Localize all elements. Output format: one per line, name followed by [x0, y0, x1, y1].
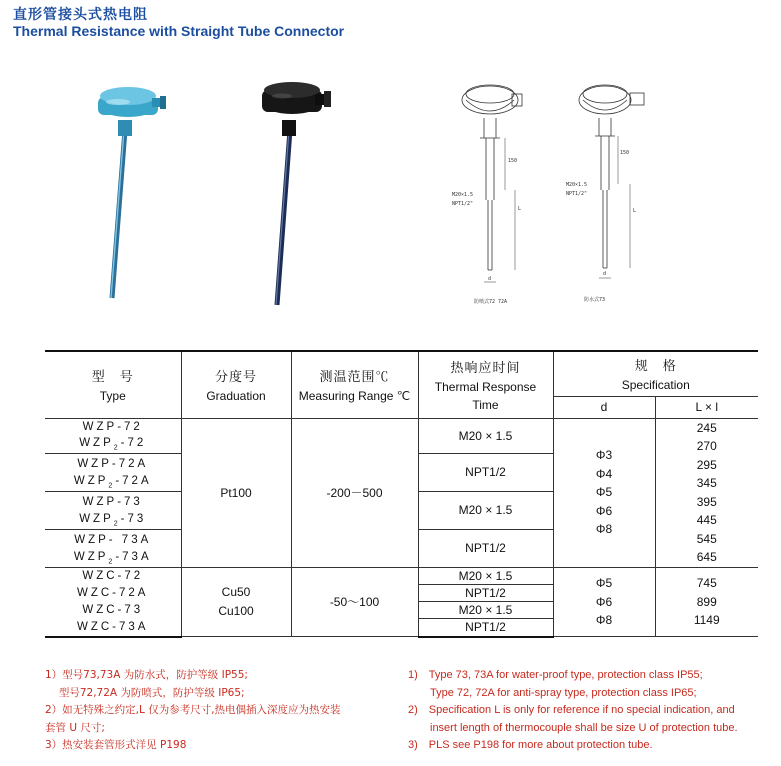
note-cn-1: 1）型号73,73A 为防水式，防护等级 IP55; — [45, 669, 248, 681]
type-wzc-73: WZC-73 — [45, 602, 181, 619]
type-wzp2-73a: $WZP_2-73A$ — [45, 550, 181, 568]
header-spec: 规 格 Specification — [553, 351, 758, 396]
d-list-wzp: Φ3 Φ4 Φ5 Φ6 Φ8 — [553, 418, 655, 567]
type-wzc-72: WZC-72 — [45, 567, 181, 585]
note-cn-3: 3）热安装套管形式洋见 P198 — [45, 739, 187, 751]
l-list-wzp: 245 270 295 345 395 445 545 645 — [655, 418, 758, 567]
blue-sensor-photo — [98, 87, 166, 298]
caption-left: 防喷式72 72A — [474, 299, 508, 305]
d-list-wzc: Φ5 Φ6 Φ8 — [553, 567, 655, 637]
note-en-2: 2) Specification L is only for reference if no special indication, and — [408, 704, 735, 716]
type-wzp-72a: WZP-72A — [45, 453, 181, 474]
type-wzp-73: WZP-73 — [45, 491, 181, 512]
connector-wzc-4: NPT1/2 — [418, 619, 553, 637]
caption-right: 防水式73 — [584, 297, 606, 303]
dim-L-right: L — [633, 208, 637, 214]
drawing-72 — [462, 85, 522, 282]
notes-english — [408, 667, 738, 755]
header-range: 测温范围℃ Measuring Range ℃ — [291, 351, 418, 418]
type-wzp2-72a: $WZP_2-72A$ — [45, 474, 181, 492]
dim-L-left: L — [518, 206, 522, 212]
type-wzc-73a: WZC-73A — [45, 619, 181, 637]
note-en-2b: insert length of thermocouple shall be size U of protection tube. — [408, 721, 738, 734]
black-sensor-photo — [262, 82, 331, 305]
connector-wzc-1: M20 × 1.5 — [418, 567, 553, 585]
note-en-1: 1) Type 73, 73A for water-proof type, protection class IP55; — [408, 669, 703, 681]
connector-wzc-3: M20 × 1.5 — [418, 602, 553, 619]
connector-wzp-4: NPT1/2 — [418, 529, 553, 567]
type-wzp2-73: $WZP_2-73$ — [45, 512, 181, 530]
connector-wzp-1: M20 × 1.5 — [418, 418, 553, 453]
range-wzc: -50～100 — [291, 567, 418, 637]
notes-chinese — [45, 667, 341, 755]
spec-table — [45, 350, 758, 638]
thread-label-left-1: M20×1.5 — [452, 192, 474, 198]
thread-label-left-2: NPT1/2" — [452, 201, 474, 207]
range-wzp: -200－500 — [291, 418, 418, 567]
product-images — [0, 60, 781, 320]
dim-d-left: d — [488, 276, 492, 282]
dim-150-right: 150 — [620, 150, 630, 156]
l-list-wzc: 745 899 1149 — [655, 567, 758, 637]
connector-wzp-3: M20 × 1.5 — [418, 491, 553, 529]
type-wzp-73a: WZP- 73A — [45, 529, 181, 550]
note-en-1b: Type 72, 72A for anti-spray type, protection class IP65; — [408, 686, 697, 699]
header-type: 型 号 Type — [45, 351, 181, 418]
dim-150-left: 150 — [508, 158, 518, 164]
drawing-73 — [579, 85, 644, 278]
note-cn-2b: 套管 U 尺寸; — [45, 721, 105, 734]
header-response: 热响应时间 Thermal Response Time — [418, 351, 553, 418]
thread-label-right-1: M20×1.5 — [566, 182, 588, 188]
connector-wzp-2: NPT1/2 — [418, 453, 553, 491]
note-en-3: 3) PLS see P198 for more about protection tube. — [408, 739, 653, 751]
header-d: d — [553, 396, 655, 418]
note-cn-2: 2）如无特殊之约定,L 仅为参考尺寸,热电偶插入深度应为热安装 — [45, 704, 341, 716]
title-chinese: 直形管接头式热电阻 — [13, 7, 148, 23]
header-graduation: 分度号 Graduation — [181, 351, 291, 418]
note-cn-1b: 型号72,72A 为防喷式，防护等级 IP65; — [45, 686, 245, 699]
graduation-cu: Cu50 Cu100 — [181, 567, 291, 637]
graduation-pt100: Pt100 — [181, 418, 291, 567]
type-wzc-72a: WZC-72A — [45, 585, 181, 602]
header-lxl: L × l — [655, 396, 758, 418]
dim-d-right: d — [603, 271, 607, 277]
connector-wzc-2: NPT1/2 — [418, 585, 553, 602]
title-english: Thermal Resistance with Straight Tube Connector — [13, 23, 345, 39]
thread-label-right-2: NPT1/2" — [566, 191, 588, 197]
type-wzp-72: WZP-72 — [45, 418, 181, 436]
type-wzp2-72: $WZP_2-72$ — [45, 436, 181, 454]
